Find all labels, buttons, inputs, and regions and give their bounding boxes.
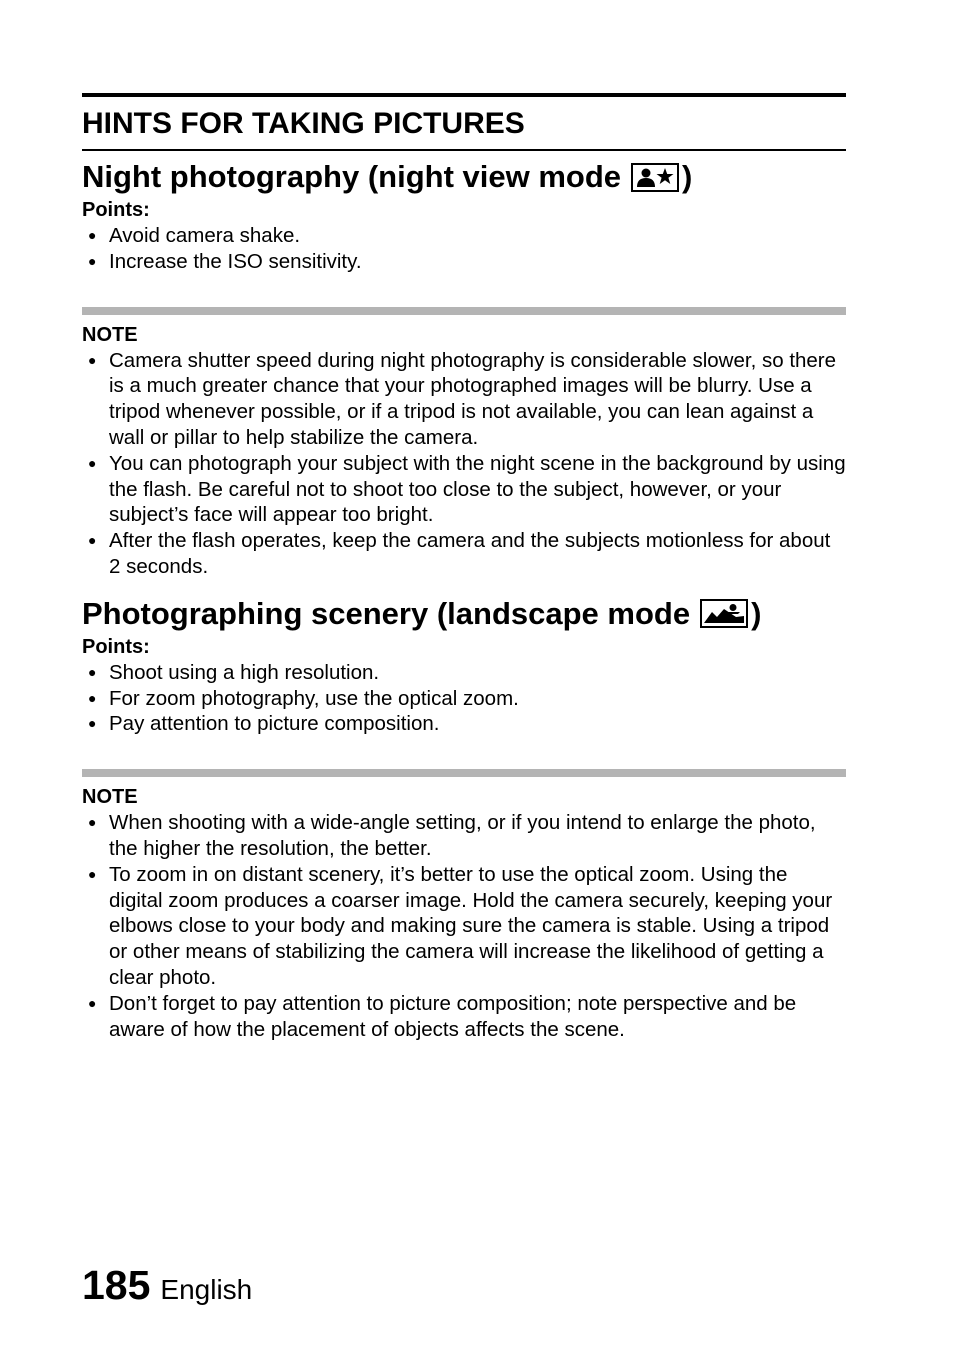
landscape-title-text: Photographing scenery (landscape mode xyxy=(82,595,691,631)
list-item: ● Shoot using a high resolution. xyxy=(82,660,846,686)
landscape-notes-list xyxy=(82,810,846,1042)
list-item: ● Pay attention to picture composition. xyxy=(82,711,846,737)
landscape-title-close: ) xyxy=(751,595,762,631)
list-item: ● When shooting with a wide-angle setting, or if you intend to enlarge the photo, the higher the resolution, the better. xyxy=(82,810,846,862)
night-points-list xyxy=(82,223,846,275)
landscape-points-list xyxy=(82,660,846,737)
list-item: ● After the flash operates, keep the camera and the subjects motionless for about 2 seconds. xyxy=(82,528,846,580)
section-header: HINTS FOR TAKING PICTURES xyxy=(82,97,846,151)
page-number: 185 xyxy=(82,1262,151,1308)
note-divider-bar xyxy=(82,307,846,315)
list-item: ● Camera shutter speed during night photography is considerable slower, so there is a much greater chance that your photographed images will be blurry. Use a tripod whenever possible, or if a tripod is not available, you can lean against a wall or pillar to help stabilize the camera. xyxy=(82,348,846,451)
landscape-section-title xyxy=(82,594,846,634)
landscape-mode-icon xyxy=(700,599,748,628)
list-item: ● Don’t forget to pay attention to picture composition; note perspective and be aware of how the placement of objects affects the scene. xyxy=(82,991,846,1043)
landscape-points-label: Points: xyxy=(82,635,150,658)
night-note-label: NOTE xyxy=(82,323,138,346)
night-section-title xyxy=(82,157,846,197)
night-title-close: ) xyxy=(682,159,693,194)
list-item: ● To zoom in on distant scenery, it’s better to use the optical zoom. Using the digital zoom produces a coarser image. Hold the camera securely, keeping your elbows close to your body and making sure the camera is stable. Using a tripod or other means of stabilizing the camera will increase the likelihood of getting a clear photo. xyxy=(82,862,846,991)
night-title-text: Night photography (night view mode xyxy=(82,159,622,194)
list-item: ● For zoom photography, use the optical zoom. xyxy=(82,686,846,712)
list-item: ● You can photograph your subject with the night scene in the background by using the flash. Be careful not to shoot too close to the subject, however, or your subject’s face will appear too bright. xyxy=(82,451,846,528)
page-content xyxy=(82,93,846,1042)
list-item: ● Avoid camera shake. xyxy=(82,223,846,249)
landscape-note-label: NOTE xyxy=(82,786,138,809)
list-item: ● Increase the ISO sensitivity. xyxy=(82,249,846,275)
night-notes-list xyxy=(82,348,846,580)
night-portrait-mode-icon xyxy=(631,163,679,192)
page-footer xyxy=(82,1260,252,1310)
note-divider-bar xyxy=(82,769,846,777)
page-language: English xyxy=(160,1274,253,1305)
night-points-label: Points: xyxy=(82,199,150,221)
